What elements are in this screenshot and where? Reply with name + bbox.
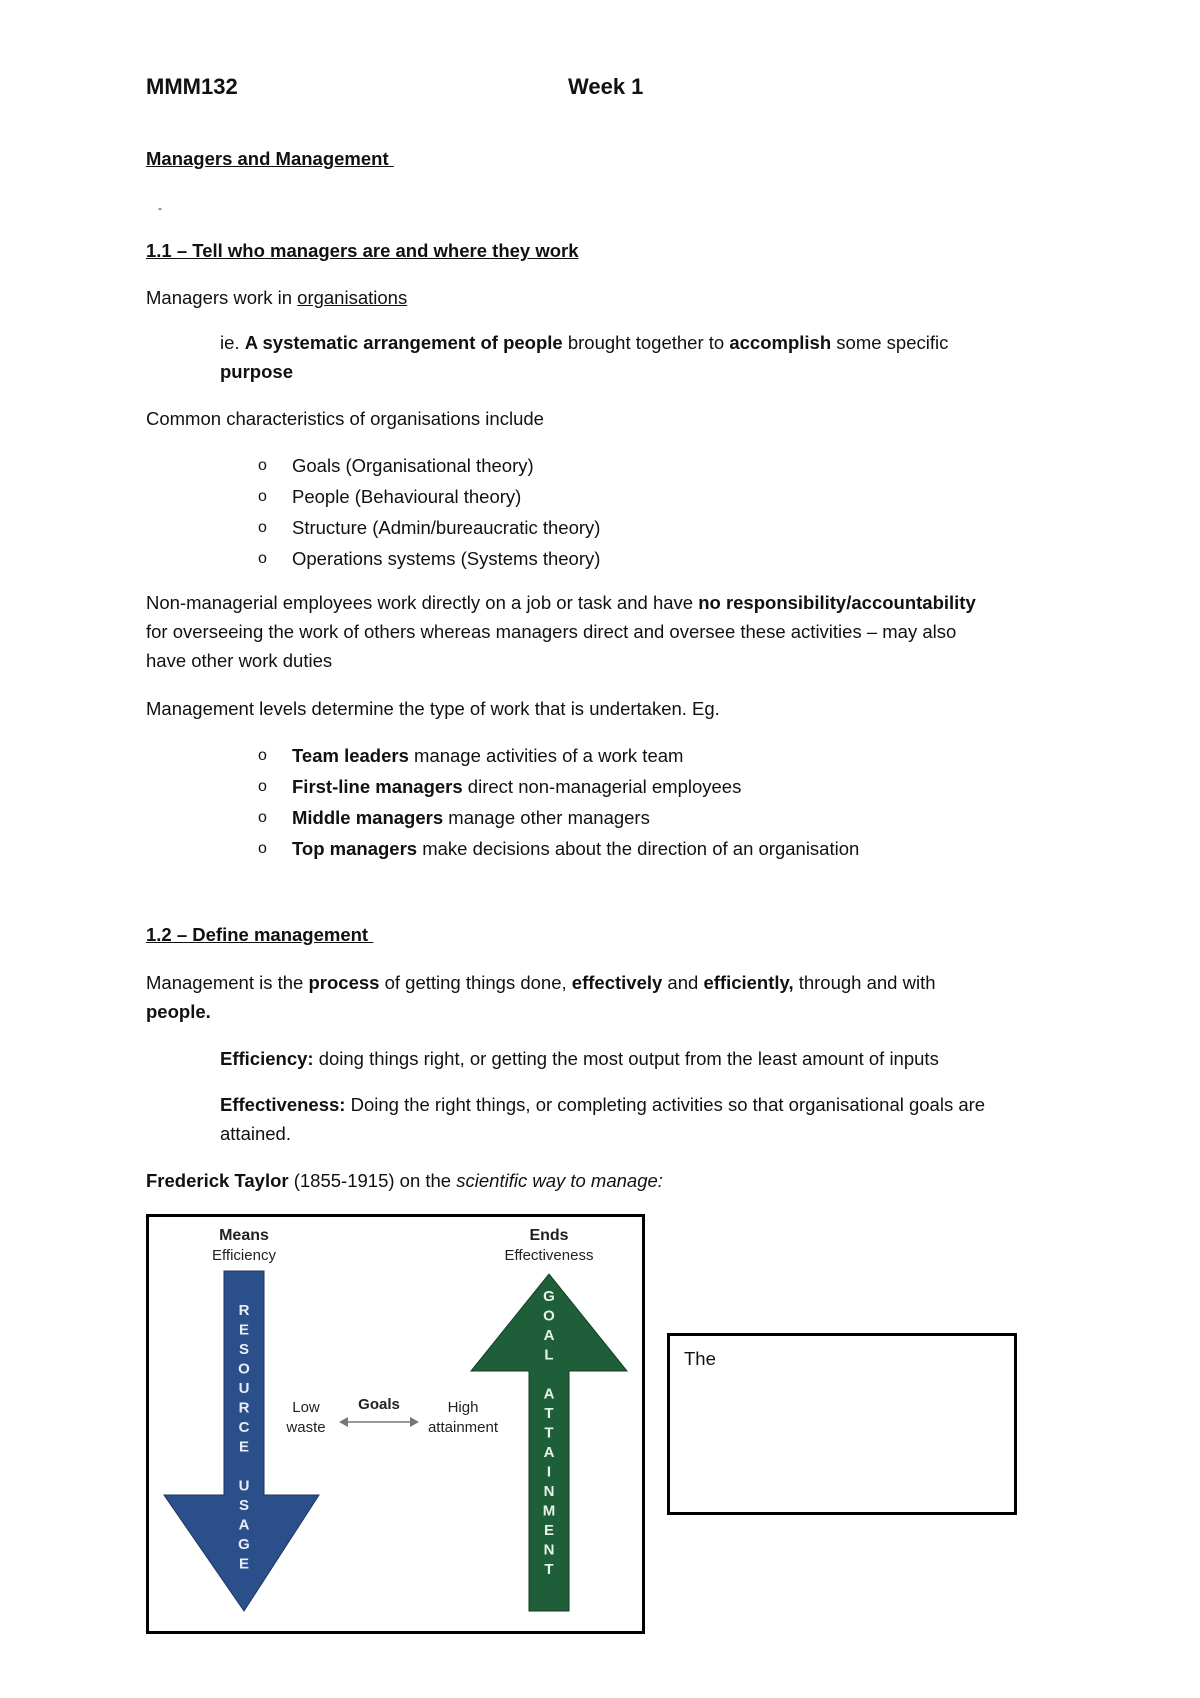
dash-mark: - [158, 201, 162, 215]
resource-usage-letter: C [238, 1419, 250, 1436]
efficiency-definition [220, 1044, 1080, 1073]
taylor-italic: scientific way to manage: [456, 1170, 663, 1191]
resource-usage-letter: S [238, 1497, 250, 1514]
bullet-icon: o [258, 840, 267, 857]
goal-attainment-letter: T [544, 1561, 554, 1578]
managers-work-paragraph [146, 283, 407, 312]
definition-bold: effectively [571, 972, 663, 993]
goal-attainment-letter: O [543, 1307, 555, 1325]
goals-label: Goals [358, 1396, 400, 1413]
definition-text: through and with [793, 972, 936, 993]
goal-attainment-letter: N [543, 1483, 555, 1500]
paragraph-text: Managers work in [146, 287, 298, 308]
course-code: MMM132 [146, 74, 238, 99]
taylor-line [146, 1166, 663, 1195]
list-item [258, 740, 859, 771]
arrowhead-right-icon [410, 1417, 419, 1427]
definition-bold: efficiently, [703, 972, 794, 993]
waste-label: waste [286, 1419, 326, 1436]
paragraph-line: have other work duties [146, 650, 333, 671]
means-subtitle: Efficiency [212, 1247, 276, 1264]
goal-attainment-letter: A [543, 1444, 555, 1461]
arrowhead-left-icon [339, 1417, 348, 1427]
management-definition [146, 968, 1066, 1026]
effectiveness-line-2: attained. [220, 1123, 291, 1144]
definition-line-2: purpose [220, 361, 293, 382]
resource-usage-letter: E [238, 1321, 250, 1339]
goal-attainment-letter: M [542, 1502, 556, 1520]
resource-usage-letter: E [238, 1438, 250, 1456]
resource-usage-letter: U [238, 1477, 250, 1495]
list-item [258, 512, 601, 543]
list-item [258, 543, 601, 574]
means-ends-figure [146, 1214, 645, 1634]
list-item [258, 481, 600, 512]
list-item [258, 771, 859, 802]
list-item-text: Structure (Admin/bureaucratic theory) [292, 517, 601, 538]
means-title: Means [219, 1227, 269, 1244]
taylor-years: (1855-1915) on the [288, 1170, 457, 1191]
resource-usage-letter: O [238, 1360, 250, 1378]
bullet-icon: o [258, 519, 267, 536]
goal-attainment-letters [543, 1288, 556, 1578]
list-item [258, 833, 860, 864]
common-characteristics-intro: Common characteristics of organisations include [146, 408, 544, 429]
definition-text: of getting things done, [379, 972, 572, 993]
list-item [258, 802, 859, 833]
level-description: make decisions about the direction of an organisation [417, 838, 860, 859]
definition-bold-1: A systematic arrangement of people [244, 332, 563, 353]
goal-attainment-letter: G [543, 1288, 555, 1305]
level-name: First-line managers [292, 776, 463, 797]
bullet-icon: o [258, 809, 267, 826]
resource-usage-letter: R [238, 1302, 250, 1319]
non-managerial-paragraph [146, 588, 1066, 675]
effectiveness-definition [220, 1090, 1080, 1148]
definition-bold: process [308, 972, 380, 993]
level-name: Top managers [292, 838, 418, 859]
level-description: direct non-managerial employees [462, 776, 742, 797]
management-levels-list [258, 740, 860, 864]
goal-attainment-letter: I [546, 1463, 552, 1481]
list-item [258, 450, 600, 481]
definition-bold-2: accomplish [729, 332, 832, 353]
efficiency-label: Efficiency: [220, 1048, 314, 1069]
effectiveness-text: Doing the right things, or completing activities so that organisational goals are [345, 1094, 986, 1115]
goal-attainment-letter: L [544, 1346, 554, 1364]
section-1-2-heading: 1.2 – Define management [146, 924, 374, 945]
section-1-1-heading: 1.1 – Tell who managers are and where they work [146, 240, 579, 261]
definition-text: and [662, 972, 704, 993]
low-label: Low [292, 1399, 320, 1416]
high-label: High [447, 1399, 479, 1416]
definition-mid: brought together to [562, 332, 730, 353]
means-ends-diagram [149, 1217, 642, 1631]
list-item-text: Operations systems (Systems theory) [292, 548, 601, 569]
week-label: Week 1 [568, 74, 644, 99]
goal-attainment-letter: A [543, 1327, 555, 1344]
paragraph-bold: no responsibility/accountability [698, 592, 976, 613]
paragraph-line: for overseeing the work of others whereas managers direct and oversee these activities – may also [146, 621, 957, 642]
ends-subtitle: Effectiveness [504, 1247, 594, 1264]
resource-usage-letter: U [238, 1380, 250, 1397]
ends-title: Ends [529, 1227, 569, 1244]
resource-usage-letter: A [238, 1516, 250, 1534]
resource-usage-letter: S [238, 1341, 250, 1358]
resource-usage-letter: E [238, 1555, 250, 1573]
list-item-text: People (Behavioural theory) [292, 486, 522, 507]
paragraph-text: Non-managerial employees work directly on a job or task and have [146, 592, 699, 613]
bullet-icon: o [258, 550, 267, 567]
doc-title: Managers and Management [146, 148, 394, 169]
goal-attainment-letter: T [544, 1405, 554, 1422]
definition-prefix: ie. [220, 332, 245, 353]
effectiveness-label: Effectiveness: [220, 1094, 346, 1115]
bullet-icon: o [258, 778, 267, 795]
management-levels-intro: Management levels determine the type of work that is undertaken. Eg. [146, 698, 720, 719]
level-name: Team leaders [292, 745, 409, 766]
bullet-icon: o [258, 488, 267, 505]
goal-attainment-letter: T [544, 1424, 554, 1442]
bullet-icon: o [258, 457, 267, 474]
list-item-text: Goals (Organisational theory) [292, 455, 534, 476]
resource-usage-letter: R [238, 1399, 250, 1417]
level-name: Middle managers [292, 807, 444, 828]
definition-rest: some specific [831, 332, 949, 353]
characteristics-list [258, 450, 601, 574]
definition-text: Management is the [146, 972, 309, 993]
taylor-name: Frederick Taylor [146, 1170, 289, 1191]
definition-bold: people. [146, 1001, 211, 1022]
organisations-term: organisations [297, 287, 408, 308]
notes-textbox [667, 1333, 1017, 1515]
level-description: manage activities of a work team [408, 745, 684, 766]
organisation-definition [220, 328, 1040, 386]
efficiency-text: doing things right, or getting the most output from the least amount of inputs [313, 1048, 939, 1069]
goal-attainment-letter: E [543, 1522, 555, 1539]
textbox-text: The [684, 1348, 716, 1369]
bullet-icon: o [258, 747, 267, 764]
goal-attainment-letter: A [543, 1385, 555, 1403]
attainment-label: attainment [427, 1419, 499, 1436]
goal-attainment-letter: N [543, 1541, 555, 1559]
resource-usage-letter: G [238, 1536, 250, 1553]
level-description: manage other managers [443, 807, 650, 828]
